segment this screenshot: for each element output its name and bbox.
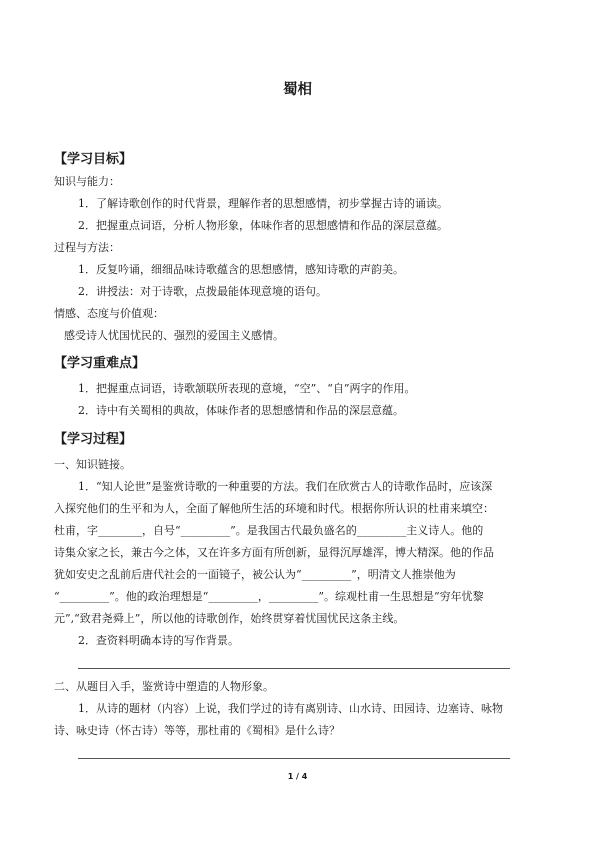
- process-paragraph-line: 诗、咏史诗（怀古诗）等等，那杜甫的《蜀相》是什么诗？: [54, 724, 340, 737]
- process-question: 2．查资料明确本诗的写作背景。: [78, 634, 239, 647]
- process-paragraph-line: 犹如安史之乱前后唐代社会的一面镜子，被公认为“_________”，明清文人推崇他为: [54, 568, 456, 581]
- goal-item: 1．反复吟诵，细细品味诗歌蕴含的思想感情，感知诗歌的声韵美。: [78, 263, 404, 276]
- keypoint-item: 2．诗中有关蜀相的典故，体味作者的思想感情和作品的深层意蕴。: [78, 404, 404, 417]
- goals-process-label: 过程与方法：: [54, 241, 120, 254]
- process-part-heading: 二、从题目入手，鉴赏诗中塑造的人物形象。: [54, 680, 274, 693]
- process-paragraph-line: 1．“知人论世”是鉴赏诗歌的一种重要的方法。我们在欣赏古人的诗歌作品时，应该深: [78, 480, 493, 493]
- goals-emotion-label: 情感、态度与价值观：: [54, 307, 164, 320]
- process-paragraph-line: 入探究他们的生平和为人，全面了解他所生活的环境和时代。根据你所认识的杜甫来填空：: [54, 502, 494, 515]
- process-paragraph-line: 杜甫，字________，自号“_________”。是我国古代最负盛名的_________主义诗人。他的: [54, 524, 484, 537]
- process-paragraph-line: 诗集众家之长，兼古今之体，又在许多方面有所创新，显得沉厚雄浑，博大精深。他的作品: [54, 546, 494, 559]
- section-heading-keypoints: 【学习重难点】: [54, 356, 146, 371]
- process-paragraph-line: 1．从诗的题材（内容）上说，我们学过的诗有离别诗、山水诗、田园诗、边塞诗、咏物: [78, 702, 503, 715]
- keypoint-item: 1．把握重点词语，诗歌颔联所表现的意境，“空”、“自”两字的作用。: [78, 382, 416, 395]
- process-paragraph-line: 元”,“致君尧舜上”，所以他的诗歌创作，始终贯穿着忧国忧民这条主线。: [54, 612, 405, 625]
- section-heading-goals: 【学习目标】: [54, 152, 133, 167]
- goal-item: 1．了解诗歌创作的时代背景，理解作者的思想感情，初步掌握古诗的诵读。: [78, 197, 448, 210]
- page-title: 蜀相: [283, 82, 312, 98]
- section-heading-process: 【学习过程】: [54, 432, 133, 447]
- goal-item: 2．把握重点词语，分析人物形象，体味作者的思想感情和作品的深层意蕴。: [78, 219, 448, 232]
- process-paragraph-line: “_________”。他的政治理想是“_________，_________”。综观杜甫一生思想是“穷年忧黎: [54, 590, 484, 603]
- answer-line: [78, 758, 510, 759]
- page-number: 1 / 4: [287, 772, 308, 781]
- goal-item: 2．讲授法：对于诗歌，点拨最能体现意境的语句。: [78, 285, 327, 298]
- process-part-heading: 一、知识链接。: [54, 458, 131, 471]
- goals-knowledge-label: 知识与能力：: [54, 175, 120, 188]
- answer-line: [78, 668, 510, 669]
- goal-item: 感受诗人忧国忧民的、强烈的爱国主义感情。: [64, 329, 284, 342]
